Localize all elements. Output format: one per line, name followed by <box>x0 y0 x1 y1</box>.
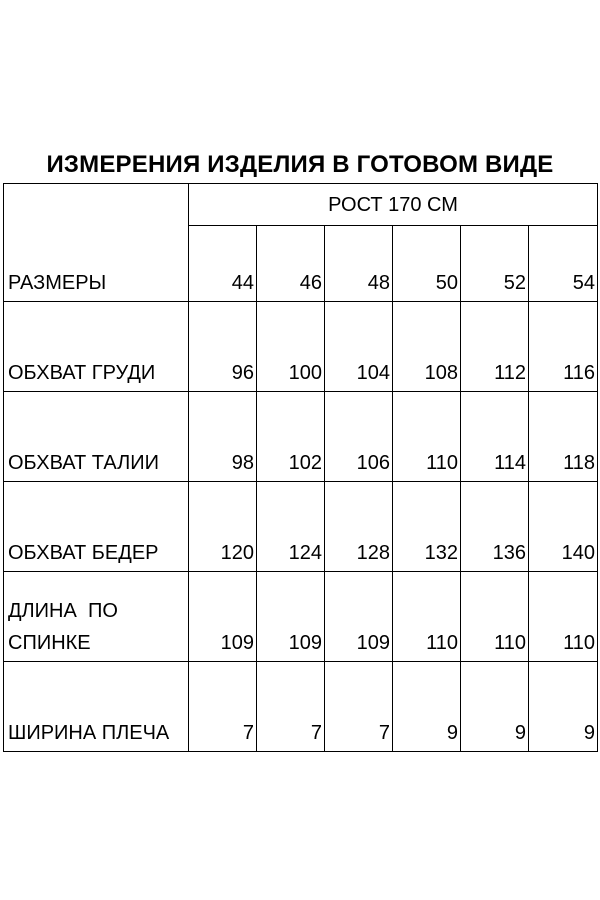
row-label <box>4 572 189 662</box>
row-label-line: СПИНКЕ <box>8 632 91 654</box>
cell-value: 118 <box>529 392 598 482</box>
table-row-waist <box>4 392 598 482</box>
cell-value: 7 <box>189 662 257 752</box>
page-title: ИЗМЕРЕНИЯ ИЗДЕЛИЯ В ГОТОВОМ ВИДЕ <box>46 151 554 178</box>
size-value: 48 <box>325 226 393 302</box>
height-header: РОСТ 170 СМ <box>189 184 598 226</box>
cell-value: 128 <box>325 482 393 572</box>
row-label: ШИРИНА ПЛЕЧА <box>4 662 189 752</box>
size-row-label: РАЗМЕРЫ <box>4 184 189 302</box>
cell-value: 120 <box>189 482 257 572</box>
measurements-table <box>3 183 598 752</box>
height-header-row <box>4 184 598 226</box>
cell-value: 102 <box>257 392 325 482</box>
cell-value: 9 <box>529 662 598 752</box>
cell-value: 108 <box>393 302 461 392</box>
cell-value: 136 <box>461 482 529 572</box>
size-value: 54 <box>529 226 598 302</box>
cell-value: 109 <box>189 572 257 662</box>
cell-value: 132 <box>393 482 461 572</box>
cell-value: 114 <box>461 392 529 482</box>
cell-value: 110 <box>529 572 598 662</box>
cell-value: 9 <box>393 662 461 752</box>
cell-value: 124 <box>257 482 325 572</box>
size-value: 46 <box>257 226 325 302</box>
cell-value: 7 <box>257 662 325 752</box>
cell-value: 9 <box>461 662 529 752</box>
table-row-hips <box>4 482 598 572</box>
cell-value: 100 <box>257 302 325 392</box>
size-value: 50 <box>393 226 461 302</box>
cell-value: 140 <box>529 482 598 572</box>
cell-value: 98 <box>189 392 257 482</box>
cell-value: 96 <box>189 302 257 392</box>
table-row-chest <box>4 302 598 392</box>
size-value: 44 <box>189 226 257 302</box>
row-label-line: ДЛИНА ПО <box>8 600 118 622</box>
cell-value: 116 <box>529 302 598 392</box>
row-label: ОБХВАТ ГРУДИ <box>4 302 189 392</box>
table-row-back-length <box>4 572 598 662</box>
cell-value: 109 <box>325 572 393 662</box>
cell-value: 110 <box>461 572 529 662</box>
cell-value: 106 <box>325 392 393 482</box>
cell-value: 104 <box>325 302 393 392</box>
table-row-shoulder-width <box>4 662 598 752</box>
row-label: ОБХВАТ БЕДЕР <box>4 482 189 572</box>
size-value: 52 <box>461 226 529 302</box>
cell-value: 109 <box>257 572 325 662</box>
cell-value: 112 <box>461 302 529 392</box>
cell-value: 7 <box>325 662 393 752</box>
row-label: ОБХВАТ ТАЛИИ <box>4 392 189 482</box>
cell-value: 110 <box>393 392 461 482</box>
cell-value: 110 <box>393 572 461 662</box>
